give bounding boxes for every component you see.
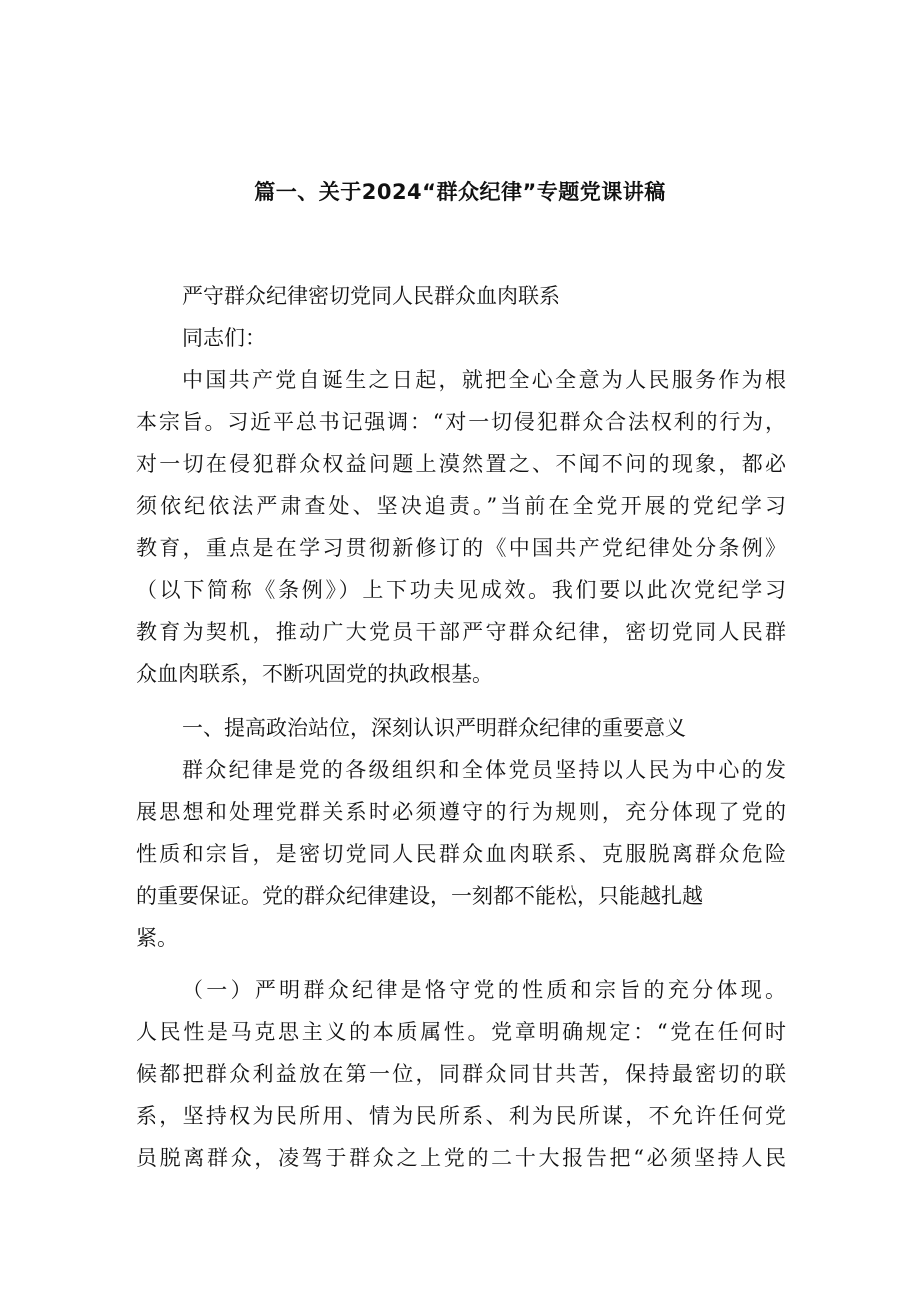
- paragraph-line: 须依纪依法严肃查处、坚决追责。”当前在全党开展的党纪学习: [136, 494, 786, 518]
- paragraph-line: 众血肉联系，不断巩固党的执政根基。: [136, 662, 493, 686]
- section-heading: 一、提高政治站位，深刻认识严明群众纪律的重要意义: [182, 716, 686, 740]
- document-title: 篇一、关于2024“群众纪律”专题党课讲稿: [254, 180, 666, 204]
- paragraph-line: 紧。: [136, 926, 178, 950]
- paragraph-line: 系，坚持权为民所用、情为民所系、利为民所谋，不允许任何党: [136, 1104, 786, 1128]
- subsection-heading: （一）严明群众纪律是恪守党的性质和宗旨的充分体现。: [182, 978, 786, 1002]
- paragraph-line: 教育，重点是在学习贯彻新修订的《中国共产党纪律处分条例》: [136, 536, 786, 560]
- paragraph-line: 本宗旨。习近平总书记强调：“对一切侵犯群众合法权利的行为，: [136, 410, 786, 434]
- paragraph-line: 候都把群众利益放在第一位，同群众同甘共苦，保持最密切的联: [136, 1062, 786, 1086]
- paragraph-line: 中国共产党自诞生之日起，就把全心全意为人民服务作为根: [182, 368, 786, 392]
- paragraph-line: 员脱离群众，凌驾于群众之上党的二十大报告把“必须坚持人民: [136, 1146, 786, 1170]
- paragraph-line: （以下简称《条例》）上下功夫见成效。我们要以此次党纪学习: [136, 578, 786, 602]
- salutation: 同志们：: [182, 326, 266, 350]
- paragraph-line: 群众纪律是党的各级组织和全体党员坚持以人民为中心的发: [182, 758, 786, 782]
- paragraph-line: 的重要保证。党的群众纪律建设，一刻都不能松，只能越扎越: [136, 884, 703, 908]
- paragraph-line: 对一切在侵犯群众权益问题上漠然置之、不闻不问的现象，都必: [136, 452, 786, 476]
- paragraph-line: 教育为契机，推动广大党员干部严守群众纪律，密切党同人民群: [136, 620, 786, 644]
- document-subtitle: 严守群众纪律密切党同人民群众血肉联系: [182, 284, 560, 308]
- paragraph-line: 性质和宗旨，是密切党同人民群众血肉联系、克服脱离群众危险: [136, 842, 786, 866]
- paragraph-line: 展思想和处理党群关系时必须遵守的行为规则，充分体现了党的: [136, 800, 786, 824]
- paragraph-line: 人民性是马克思主义的本质属性。党章明确规定：“党在任何时: [136, 1020, 786, 1044]
